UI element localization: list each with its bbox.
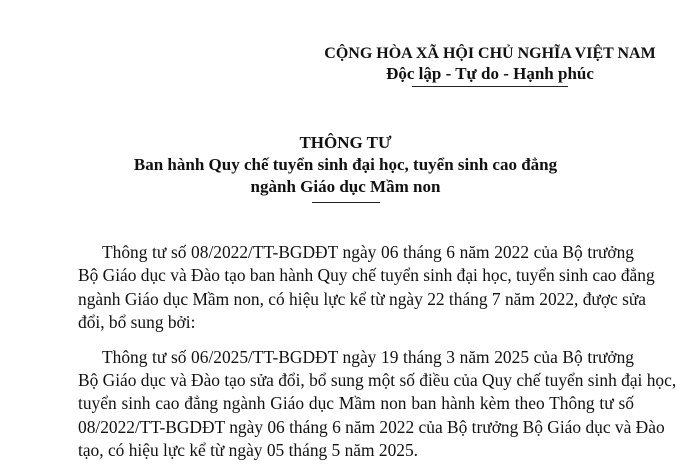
text-line: Bộ Giáo dục và Đào tạo ban hành Quy chế tuyển sinh đại học, tuyển sinh cao đẳng — [78, 265, 655, 286]
document-body — [78, 241, 677, 474]
motto-underline — [412, 86, 568, 87]
title-underline — [312, 202, 380, 203]
document-subject-line-2: ngành Giáo dục Mầm non — [250, 177, 441, 196]
document-title — [0, 132, 691, 203]
text-line: Thông tư số 06/2025/TT-BGDĐT ngày 19 tháng 3 năm 2025 của Bộ trưởng — [102, 346, 634, 367]
national-motto: Độc lập - Tự do - Hạnh phúc — [386, 64, 594, 83]
text-line: tuyển sinh cao đẳng ngành Giáo dục Mầm non ban hành kèm theo Thông tư số — [78, 393, 634, 414]
text-line: tạo, có hiệu lực kể từ ngày 05 tháng 5 năm 2025. — [78, 440, 419, 461]
document-subject-line-1: Ban hành Quy chế tuyển sinh đại học, tuyển sinh cao đẳng — [133, 155, 558, 174]
national-header — [300, 44, 680, 87]
text-line: ngành Giáo dục Mầm non, có hiệu lực kể từ ngày 22 tháng 7 năm 2022, được sửa — [78, 288, 647, 309]
text-line: đổi, bổ sung bởi: — [78, 312, 196, 333]
text-line: Thông tư số 08/2022/TT-BGDĐT ngày 06 tháng 6 năm 2022 của Bộ trưởng — [102, 242, 634, 262]
text-line: 08/2022/TT-BGDĐT ngày 06 tháng 6 năm 2022 của Bộ trưởng Bộ Giáo dục và Đào — [78, 416, 665, 437]
paragraph-original-circular — [78, 241, 655, 335]
document-type: THÔNG TƯ — [299, 133, 392, 152]
text-line: Bộ Giáo dục và Đào tạo sửa đổi, bổ sung một số điều của Quy chế tuyển sinh đại học, — [78, 370, 677, 391]
nation-name: CỘNG HÒA XÃ HỘI CHỦ NGHĨA VIỆT NAM — [324, 45, 656, 62]
paragraph-amending-circular — [78, 346, 677, 463]
